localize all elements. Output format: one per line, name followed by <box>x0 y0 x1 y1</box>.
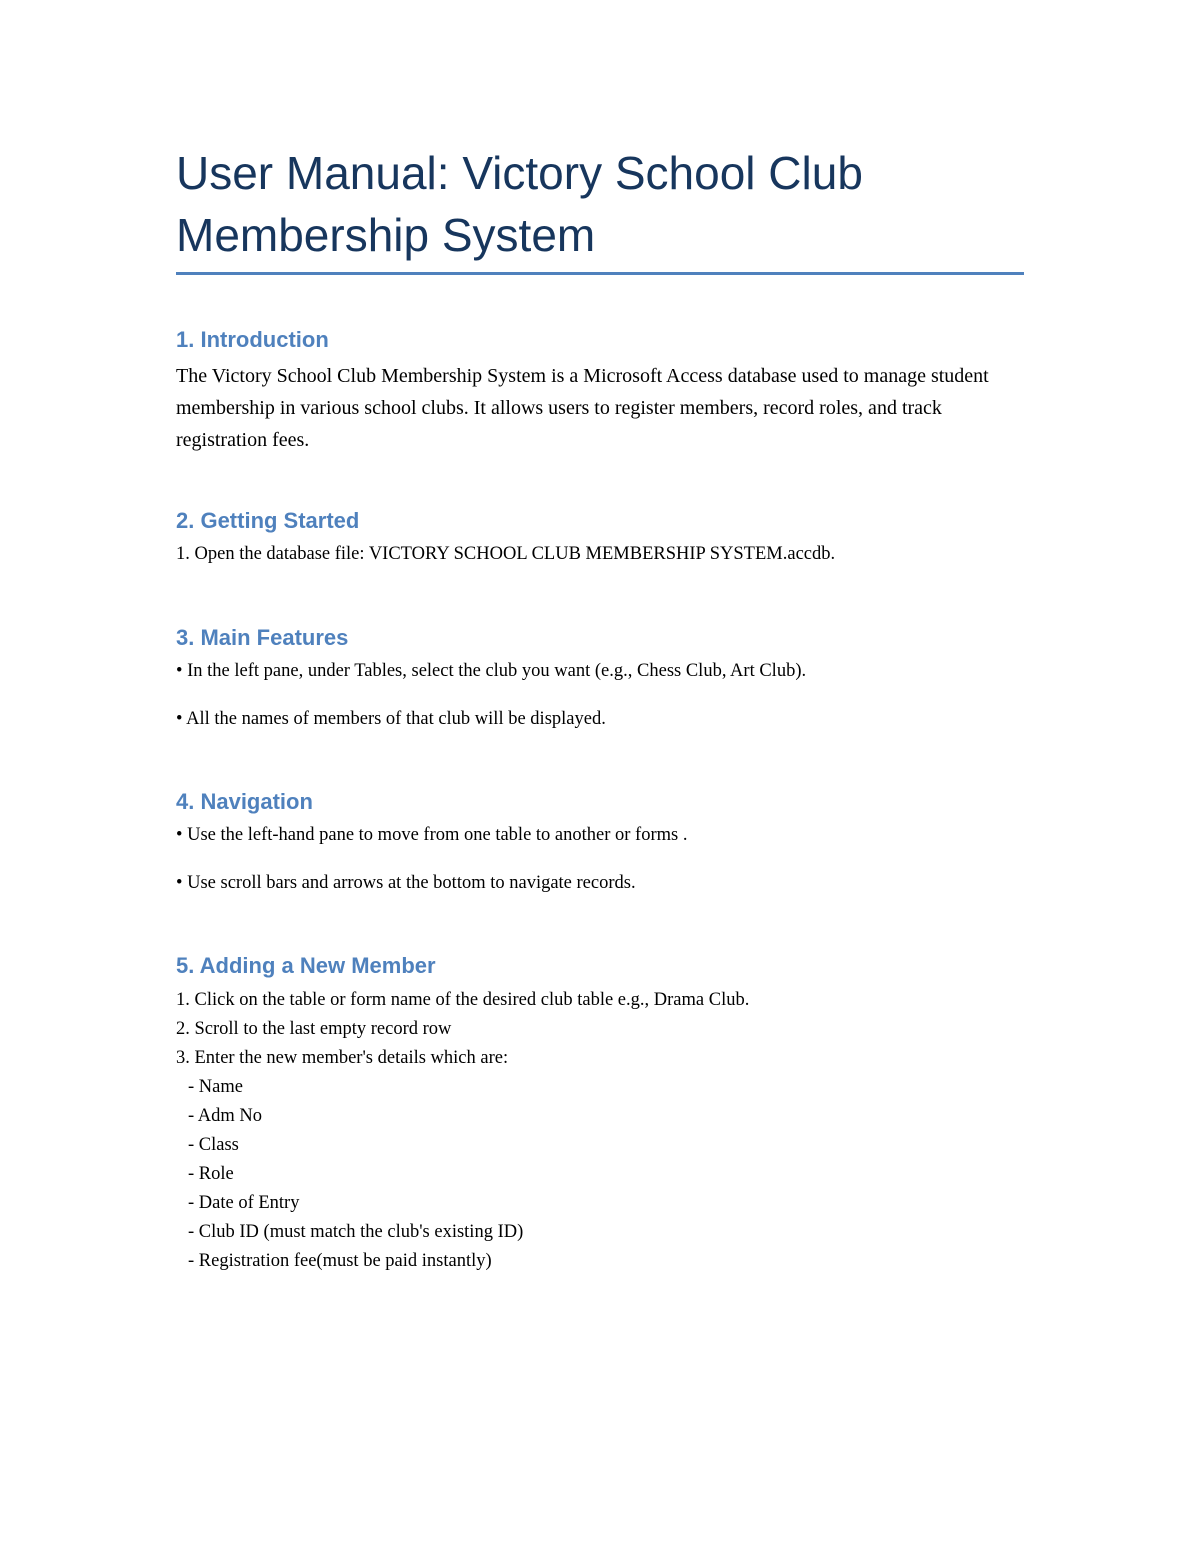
document-title: User Manual: Victory School Club Membership System <box>176 147 863 261</box>
title-underline-divider <box>176 272 1024 275</box>
navigation-bullet: • Use the left-hand pane to move from one table to another or forms . <box>176 825 688 845</box>
main-features-bullet: • In the left pane, under Tables, select the club you want (e.g., Chess Club, Art Club). <box>176 661 807 681</box>
introduction-paragraph: The Victory School Club Membership System is a Microsoft Access database used to manage student membership in various school clubs. It allows users to register members, record roles, and track registration fees. <box>176 365 989 451</box>
section-getting-started <box>176 507 1036 567</box>
navigation-bullet: • Use scroll bars and arrows at the bottom to navigate records. <box>176 873 636 893</box>
section-heading-introduction: 1. Introduction <box>176 327 329 352</box>
member-field-item: - Adm No <box>188 1106 262 1126</box>
member-field-item: - Role <box>188 1164 234 1184</box>
section-heading-navigation: 4. Navigation <box>176 789 313 814</box>
section-heading-main-features: 3. Main Features <box>176 625 349 650</box>
member-field-item: - Name <box>188 1077 243 1097</box>
getting-started-step-1: 1. Open the database file: VICTORY SCHOOL CLUB MEMBERSHIP SYSTEM.accdb. <box>176 544 836 564</box>
section-heading-getting-started: 2. Getting Started <box>176 508 360 533</box>
member-field-item: - Club ID (must match the club's existing ID) <box>188 1222 524 1242</box>
section-navigation <box>176 788 1036 896</box>
adding-member-step: 2. Scroll to the last empty record row <box>176 1019 452 1039</box>
section-adding-new-member <box>176 952 1036 1276</box>
section-heading-adding-new-member: 5. Adding a New Member <box>176 953 436 978</box>
member-field-item: - Date of Entry <box>188 1193 300 1213</box>
adding-member-step: 3. Enter the new member's details which are: <box>176 1048 509 1068</box>
section-introduction <box>176 326 1036 456</box>
section-main-features <box>176 624 1036 732</box>
member-field-item: - Registration fee(must be paid instantly) <box>188 1251 492 1271</box>
adding-member-step: 1. Click on the table or form name of the desired club table e.g., Drama Club. <box>176 990 750 1010</box>
main-features-bullet: • All the names of members of that club will be displayed. <box>176 709 606 729</box>
member-field-item: - Class <box>188 1135 239 1155</box>
